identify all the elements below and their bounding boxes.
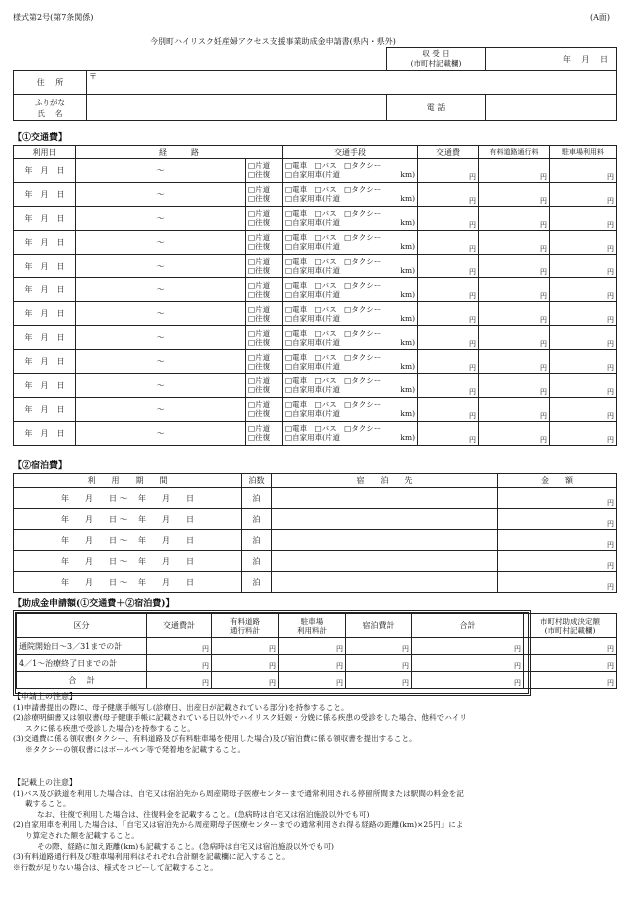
mode-public[interactable]: □電車 □バス □タクシー bbox=[285, 161, 382, 171]
roundtrip-checkbox[interactable]: □往復 bbox=[248, 409, 271, 419]
transport-row bbox=[14, 374, 617, 398]
form-title: 今別町ハイリスク妊産婦アクセス支援事業助成金申請書(県内・県外) bbox=[150, 37, 396, 46]
trip-parking[interactable]: 円 bbox=[550, 159, 617, 183]
trip-fare[interactable]: 円 bbox=[418, 397, 479, 421]
received-date[interactable]: 年 月 日 bbox=[486, 48, 617, 71]
address-label: 住 所 bbox=[14, 71, 87, 95]
trip-date[interactable]: 年 月 日 bbox=[14, 350, 76, 374]
mode-car[interactable]: □自家用車(片道 km) bbox=[285, 337, 415, 347]
roundtrip-checkbox[interactable]: □往復 bbox=[248, 433, 271, 443]
trip-route[interactable]: ～ bbox=[76, 206, 246, 230]
mode-car[interactable]: □自家用車(片道 km) bbox=[285, 289, 415, 299]
lodging-row bbox=[14, 530, 617, 551]
summary-amount[interactable]: 円 bbox=[524, 638, 617, 655]
trip-parking[interactable]: 円 bbox=[550, 182, 617, 206]
trip-fare[interactable]: 円 bbox=[418, 159, 479, 183]
entry-notes-title: 【記載上の注意】 bbox=[13, 778, 77, 787]
trip-toll[interactable]: 円 bbox=[479, 278, 550, 302]
entry-note-2b: り算定された額を記載すること。 bbox=[25, 830, 139, 840]
application-note-1: (1)申請書提出の際に、母子健康手帳写し(診療日、出産日が記載されている部分)を持参すること。 bbox=[13, 702, 349, 712]
entry-note-2: (2)自家用車を利用した場合は、「自宅又は宿泊先から周産期母子医療センターまでの通常利用され得る経路の距離(km)×25円」によ bbox=[13, 820, 464, 830]
summary-amount[interactable]: 円 bbox=[346, 672, 412, 689]
summary-amount[interactable]: 円 bbox=[412, 672, 524, 689]
roundtrip-checkbox[interactable]: □往復 bbox=[248, 313, 271, 323]
trip-direction[interactable] bbox=[246, 182, 283, 206]
transport-row bbox=[14, 182, 617, 206]
transport-row bbox=[14, 206, 617, 230]
summary-amount[interactable]: 円 bbox=[147, 655, 212, 672]
trip-toll[interactable]: 円 bbox=[479, 326, 550, 350]
name-label-cell: ふりがな 氏 名 bbox=[14, 95, 87, 121]
trip-parking[interactable]: 円 bbox=[550, 374, 617, 398]
trip-route[interactable]: ～ bbox=[76, 302, 246, 326]
received-label-cell: 収 受 日 (市町村記載欄) bbox=[387, 48, 486, 71]
lodging-table bbox=[13, 473, 617, 593]
trip-mode[interactable] bbox=[283, 374, 418, 398]
mode-public[interactable]: □電車 □バス □タクシー bbox=[285, 257, 382, 266]
application-note-2b: スクに係る疾患で受診した場合)を持参すること。 bbox=[25, 723, 196, 733]
oneway-checkbox[interactable]: □片道 bbox=[248, 280, 271, 290]
trip-direction[interactable] bbox=[246, 278, 283, 302]
lodging-period[interactable]: 年 月 日 ～ 年 月 日 bbox=[14, 572, 242, 593]
lodging-nights[interactable]: 泊 bbox=[242, 551, 272, 572]
mode-car[interactable]: □自家用車(片道 km) bbox=[285, 361, 415, 371]
trip-fare[interactable]: 円 bbox=[418, 206, 479, 230]
summary-row bbox=[17, 655, 617, 672]
summary-amount[interactable]: 円 bbox=[212, 638, 279, 655]
trip-date[interactable]: 年 月 日 bbox=[14, 230, 76, 254]
oneway-checkbox[interactable]: □片道 bbox=[248, 185, 271, 195]
summary-amount[interactable]: 円 bbox=[147, 638, 212, 655]
oneway-checkbox[interactable]: □片道 bbox=[248, 424, 271, 434]
trip-fare[interactable]: 円 bbox=[418, 230, 479, 254]
roundtrip-checkbox[interactable]: □往復 bbox=[248, 218, 271, 228]
trip-direction[interactable] bbox=[246, 326, 283, 350]
summary-amount[interactable]: 円 bbox=[412, 655, 524, 672]
trip-fare[interactable]: 円 bbox=[418, 326, 479, 350]
summary-table bbox=[16, 613, 617, 689]
phone-label: 電 話 bbox=[387, 95, 486, 121]
lodging-place[interactable] bbox=[272, 488, 498, 509]
summary-amount[interactable]: 円 bbox=[279, 672, 346, 689]
lodging-header-amount: 金 額 bbox=[498, 474, 617, 488]
trip-toll[interactable]: 円 bbox=[479, 230, 550, 254]
header-toll: 有料道路通行料 bbox=[479, 146, 550, 159]
lodging-amount[interactable]: 円 bbox=[498, 488, 617, 509]
transport-row bbox=[14, 326, 617, 350]
lodging-nights[interactable]: 泊 bbox=[242, 572, 272, 593]
trip-toll[interactable]: 円 bbox=[479, 254, 550, 278]
trip-mode[interactable] bbox=[283, 278, 418, 302]
entry-note-1c: なお、往復で利用した場合は、往復料金を記載すること。(急病時は自宅又は宿泊施設以外でも可) bbox=[37, 809, 370, 819]
oneway-checkbox[interactable]: □片道 bbox=[248, 376, 271, 386]
trip-date[interactable]: 年 月 日 bbox=[14, 397, 76, 421]
trip-toll[interactable]: 円 bbox=[479, 397, 550, 421]
mode-car[interactable]: □自家用車(片道 km) bbox=[285, 409, 415, 419]
trip-mode[interactable] bbox=[283, 326, 418, 350]
summary-header-total: 合計 bbox=[412, 614, 524, 638]
trip-route[interactable]: ～ bbox=[76, 254, 246, 278]
lodging-period[interactable]: 年 月 日 ～ 年 月 日 bbox=[14, 509, 242, 530]
trip-direction[interactable] bbox=[246, 397, 283, 421]
trip-direction[interactable] bbox=[246, 302, 283, 326]
trip-direction[interactable] bbox=[246, 374, 283, 398]
summary-amount[interactable]: 円 bbox=[524, 672, 617, 689]
entry-note-copy: ※行数が足りない場合は、様式をコピーして記載すること。 bbox=[13, 862, 218, 872]
mode-car[interactable]: □自家用車(片道 km) bbox=[285, 170, 415, 180]
trip-direction[interactable] bbox=[246, 350, 283, 374]
trip-fare[interactable]: 円 bbox=[418, 350, 479, 374]
lodging-nights[interactable]: 泊 bbox=[242, 509, 272, 530]
mode-car[interactable]: □自家用車(片道 km) bbox=[285, 242, 415, 252]
trip-route[interactable]: ～ bbox=[76, 350, 246, 374]
oneway-checkbox[interactable]: □片道 bbox=[248, 161, 271, 171]
transport-table bbox=[13, 145, 617, 446]
trip-toll[interactable]: 円 bbox=[479, 182, 550, 206]
summary-amount[interactable]: 円 bbox=[279, 655, 346, 672]
mode-car[interactable]: □自家用車(片道 km) bbox=[285, 194, 415, 204]
oneway-checkbox[interactable]: □片道 bbox=[248, 233, 271, 243]
side-label: (A面) bbox=[590, 13, 611, 22]
mode-public[interactable]: □電車 □バス □タクシー bbox=[285, 185, 382, 195]
trip-route[interactable]: ～ bbox=[76, 278, 246, 302]
oneway-checkbox[interactable]: □片道 bbox=[248, 400, 271, 410]
summary-amount[interactable]: 円 bbox=[346, 655, 412, 672]
entry-note-3: (3)有料道路通行料及び駐車場利用料はそれぞれ合計額を記載欄に記入すること。 bbox=[13, 852, 290, 862]
lodging-section-title: 【②宿泊費】 bbox=[13, 461, 68, 471]
mode-car[interactable]: □自家用車(片道 km) bbox=[285, 385, 415, 395]
summary-header-fare: 交通費計 bbox=[147, 614, 212, 638]
trip-parking[interactable]: 円 bbox=[550, 278, 617, 302]
trip-date[interactable]: 年 月 日 bbox=[14, 159, 76, 183]
mode-public[interactable]: □電車 □バス □タクシー bbox=[285, 233, 382, 243]
roundtrip-checkbox[interactable]: □往復 bbox=[248, 337, 271, 347]
lodging-amount[interactable]: 円 bbox=[498, 551, 617, 572]
lodging-row bbox=[14, 551, 617, 572]
trip-fare[interactable]: 円 bbox=[418, 421, 479, 445]
trip-fare[interactable]: 円 bbox=[418, 182, 479, 206]
trip-route[interactable]: ～ bbox=[76, 326, 246, 350]
mode-public[interactable]: □電車 □バス □タクシー bbox=[285, 400, 382, 410]
phone-field[interactable] bbox=[486, 95, 617, 121]
roundtrip-checkbox[interactable]: □往復 bbox=[248, 170, 271, 180]
trip-parking[interactable]: 円 bbox=[550, 397, 617, 421]
roundtrip-checkbox[interactable]: □往復 bbox=[248, 242, 271, 252]
trip-mode[interactable] bbox=[283, 350, 418, 374]
trip-mode[interactable] bbox=[283, 302, 418, 326]
lodging-header-period: 利 用 期 間 bbox=[14, 474, 242, 488]
trip-parking[interactable]: 円 bbox=[550, 421, 617, 445]
mode-car[interactable]: □自家用車(片道 km) bbox=[285, 313, 415, 323]
oneway-checkbox[interactable]: □片道 bbox=[248, 328, 271, 338]
roundtrip-checkbox[interactable]: □往復 bbox=[248, 289, 271, 299]
entry-notes bbox=[13, 778, 617, 873]
entry-note-2c: その際、経路に加え距離(km)も記載すること。(急病時は自宅又は宿泊施設以外でも可) bbox=[37, 841, 335, 851]
trip-direction[interactable] bbox=[246, 254, 283, 278]
summary-amount[interactable]: 円 bbox=[212, 672, 279, 689]
transport-row bbox=[14, 278, 617, 302]
trip-date[interactable]: 年 月 日 bbox=[14, 421, 76, 445]
trip-mode[interactable] bbox=[283, 230, 418, 254]
trip-parking[interactable]: 円 bbox=[550, 326, 617, 350]
lodging-place[interactable] bbox=[272, 530, 498, 551]
trip-direction[interactable] bbox=[246, 206, 283, 230]
oneway-checkbox[interactable]: □片道 bbox=[248, 257, 271, 266]
lodging-row bbox=[14, 488, 617, 509]
postal-mark: 〒 bbox=[89, 72, 97, 81]
trip-fare[interactable]: 円 bbox=[418, 278, 479, 302]
application-note-2: (2)診療明細書又は領収書(母子健康手帳に記載されている日以外でハイリスク妊娠・分娩に係る疾患の受診をした場合、他科でハイリ bbox=[13, 713, 467, 723]
summary-section-title: 【助成金申請額(①交通費＋②宿泊費)】 bbox=[13, 599, 175, 609]
header-route: 経 路 bbox=[76, 146, 283, 159]
lodging-header-place: 宿 泊 先 bbox=[272, 474, 498, 488]
transport-row bbox=[14, 397, 617, 421]
transport-row bbox=[14, 302, 617, 326]
trip-direction[interactable] bbox=[246, 159, 283, 183]
trip-toll[interactable]: 円 bbox=[479, 206, 550, 230]
summary-header-lodging: 宿泊費計 bbox=[346, 614, 412, 638]
lodging-nights[interactable]: 泊 bbox=[242, 530, 272, 551]
trip-direction[interactable] bbox=[246, 421, 283, 445]
trip-route[interactable]: ～ bbox=[76, 182, 246, 206]
lodging-row bbox=[14, 509, 617, 530]
roundtrip-checkbox[interactable]: □往復 bbox=[248, 361, 271, 371]
lodging-period[interactable]: 年 月 日 ～ 年 月 日 bbox=[14, 488, 242, 509]
transport-row bbox=[14, 350, 617, 374]
trip-route[interactable]: ～ bbox=[76, 421, 246, 445]
application-note-taxi: ※タクシーの領収書にはボールペン等で発着地を記載すること。 bbox=[25, 744, 246, 754]
roundtrip-checkbox[interactable]: □往復 bbox=[248, 266, 271, 275]
transport-row bbox=[14, 159, 617, 183]
trip-toll[interactable]: 円 bbox=[479, 374, 550, 398]
oneway-checkbox[interactable]: □片道 bbox=[248, 304, 271, 314]
summary-amount[interactable]: 円 bbox=[524, 655, 617, 672]
summary-header-decision: 市町村助成決定額 (市町村記載欄) bbox=[524, 614, 617, 638]
summary-category: 4／1～治療終了日までの計 bbox=[17, 655, 147, 672]
summary-amount[interactable]: 円 bbox=[147, 672, 212, 689]
mode-public[interactable]: □電車 □バス □タクシー bbox=[285, 352, 382, 362]
lodging-amount[interactable]: 円 bbox=[498, 572, 617, 593]
trip-mode[interactable] bbox=[283, 254, 418, 278]
transport-row bbox=[14, 230, 617, 254]
summary-header-category: 区分 bbox=[17, 614, 147, 638]
trip-date[interactable]: 年 月 日 bbox=[14, 278, 76, 302]
mode-public[interactable]: □電車 □バス □タクシー bbox=[285, 424, 382, 434]
entry-note-1b: 載すること。 bbox=[25, 799, 71, 809]
trip-parking[interactable]: 円 bbox=[550, 254, 617, 278]
summary-amount[interactable]: 円 bbox=[279, 638, 346, 655]
lodging-place[interactable] bbox=[272, 509, 498, 530]
mode-car[interactable]: □自家用車(片道 km) bbox=[285, 218, 415, 228]
entry-note-1: (1)バス及び鉄道を利用した場合は、自宅又は宿泊先から周産期母子医療センターまで通常利用される停留所間または駅間の料金を記 bbox=[13, 788, 464, 798]
trip-mode[interactable] bbox=[283, 206, 418, 230]
address-field[interactable] bbox=[87, 71, 617, 95]
summary-amount[interactable]: 円 bbox=[412, 638, 524, 655]
header-date: 利用日 bbox=[14, 146, 76, 159]
lodging-amount[interactable]: 円 bbox=[498, 509, 617, 530]
trip-mode[interactable] bbox=[283, 159, 418, 183]
lodging-period[interactable]: 年 月 日 ～ 年 月 日 bbox=[14, 551, 242, 572]
trip-date[interactable]: 年 月 日 bbox=[14, 254, 76, 278]
applicant-table bbox=[13, 47, 617, 121]
oneway-checkbox[interactable]: □片道 bbox=[248, 352, 271, 362]
trip-route[interactable]: ～ bbox=[76, 397, 246, 421]
trip-route[interactable]: ～ bbox=[76, 159, 246, 183]
trip-mode[interactable] bbox=[283, 397, 418, 421]
oneway-checkbox[interactable]: □片道 bbox=[248, 209, 271, 219]
lodging-amount[interactable]: 円 bbox=[498, 530, 617, 551]
trip-date[interactable]: 年 月 日 bbox=[14, 374, 76, 398]
lodging-row bbox=[14, 572, 617, 593]
transport-row bbox=[14, 254, 617, 278]
trip-date[interactable]: 年 月 日 bbox=[14, 302, 76, 326]
trip-toll[interactable]: 円 bbox=[479, 302, 550, 326]
lodging-period[interactable]: 年 月 日 ～ 年 月 日 bbox=[14, 530, 242, 551]
lodging-header-nights: 泊数 bbox=[242, 474, 272, 488]
transport-row bbox=[14, 421, 617, 445]
summary-category: 通院開始日～3／31までの計 bbox=[17, 638, 147, 655]
summary-category: 合 計 bbox=[17, 672, 147, 689]
summary-header-toll: 有料道路 通行料計 bbox=[212, 614, 279, 638]
trip-date[interactable]: 年 月 日 bbox=[14, 206, 76, 230]
form-number: 様式第2号(第7条関係) bbox=[13, 13, 94, 22]
trip-fare[interactable]: 円 bbox=[418, 302, 479, 326]
trip-route[interactable]: ～ bbox=[76, 374, 246, 398]
mode-car[interactable]: □自家用車(片道 km) bbox=[285, 433, 415, 443]
trip-parking[interactable]: 円 bbox=[550, 206, 617, 230]
roundtrip-checkbox[interactable]: □往復 bbox=[248, 385, 271, 395]
trip-toll[interactable]: 円 bbox=[479, 421, 550, 445]
trip-toll[interactable]: 円 bbox=[479, 159, 550, 183]
trip-date[interactable]: 年 月 日 bbox=[14, 182, 76, 206]
mode-car[interactable]: □自家用車(片道 km) bbox=[285, 266, 415, 275]
lodging-place[interactable] bbox=[272, 551, 498, 572]
summary-amount[interactable]: 円 bbox=[212, 655, 279, 672]
trip-route[interactable]: ～ bbox=[76, 230, 246, 254]
application-notes bbox=[13, 692, 617, 756]
lodging-nights[interactable]: 泊 bbox=[242, 488, 272, 509]
header-mode: 交通手段 bbox=[283, 146, 418, 159]
application-note-3: (3)交通費に係る領収書(タクシー、有料道路及び有料駐車場を使用した場合)及び宿泊費に係る領収書を提出すること。 bbox=[13, 734, 417, 744]
mode-public[interactable]: □電車 □バス □タクシー bbox=[285, 328, 382, 338]
trip-parking[interactable]: 円 bbox=[550, 350, 617, 374]
mode-public[interactable]: □電車 □バス □タクシー bbox=[285, 280, 382, 290]
roundtrip-checkbox[interactable]: □往復 bbox=[248, 194, 271, 204]
trip-mode[interactable] bbox=[283, 182, 418, 206]
header-parking: 駐車場利用料 bbox=[550, 146, 617, 159]
mode-public[interactable]: □電車 □バス □タクシー bbox=[285, 304, 382, 314]
trip-toll[interactable]: 円 bbox=[479, 350, 550, 374]
lodging-place[interactable] bbox=[272, 572, 498, 593]
summary-header-parking: 駐車場 利用料計 bbox=[279, 614, 346, 638]
summary-row bbox=[17, 672, 617, 689]
summary-row bbox=[17, 638, 617, 655]
summary-amount[interactable]: 円 bbox=[346, 638, 412, 655]
trip-fare[interactable]: 円 bbox=[418, 374, 479, 398]
name-field[interactable] bbox=[87, 95, 387, 121]
trip-parking[interactable]: 円 bbox=[550, 302, 617, 326]
trip-direction[interactable] bbox=[246, 230, 283, 254]
trip-parking[interactable]: 円 bbox=[550, 230, 617, 254]
transport-section-title: 【①交通費】 bbox=[13, 133, 68, 143]
mode-public[interactable]: □電車 □バス □タクシー bbox=[285, 209, 382, 219]
trip-mode[interactable] bbox=[283, 421, 418, 445]
trip-date[interactable]: 年 月 日 bbox=[14, 326, 76, 350]
mode-public[interactable]: □電車 □バス □タクシー bbox=[285, 376, 382, 386]
application-notes-title: 【申請上の注意】 bbox=[13, 692, 77, 701]
header-fare: 交通費 bbox=[418, 146, 479, 159]
trip-fare[interactable]: 円 bbox=[418, 254, 479, 278]
